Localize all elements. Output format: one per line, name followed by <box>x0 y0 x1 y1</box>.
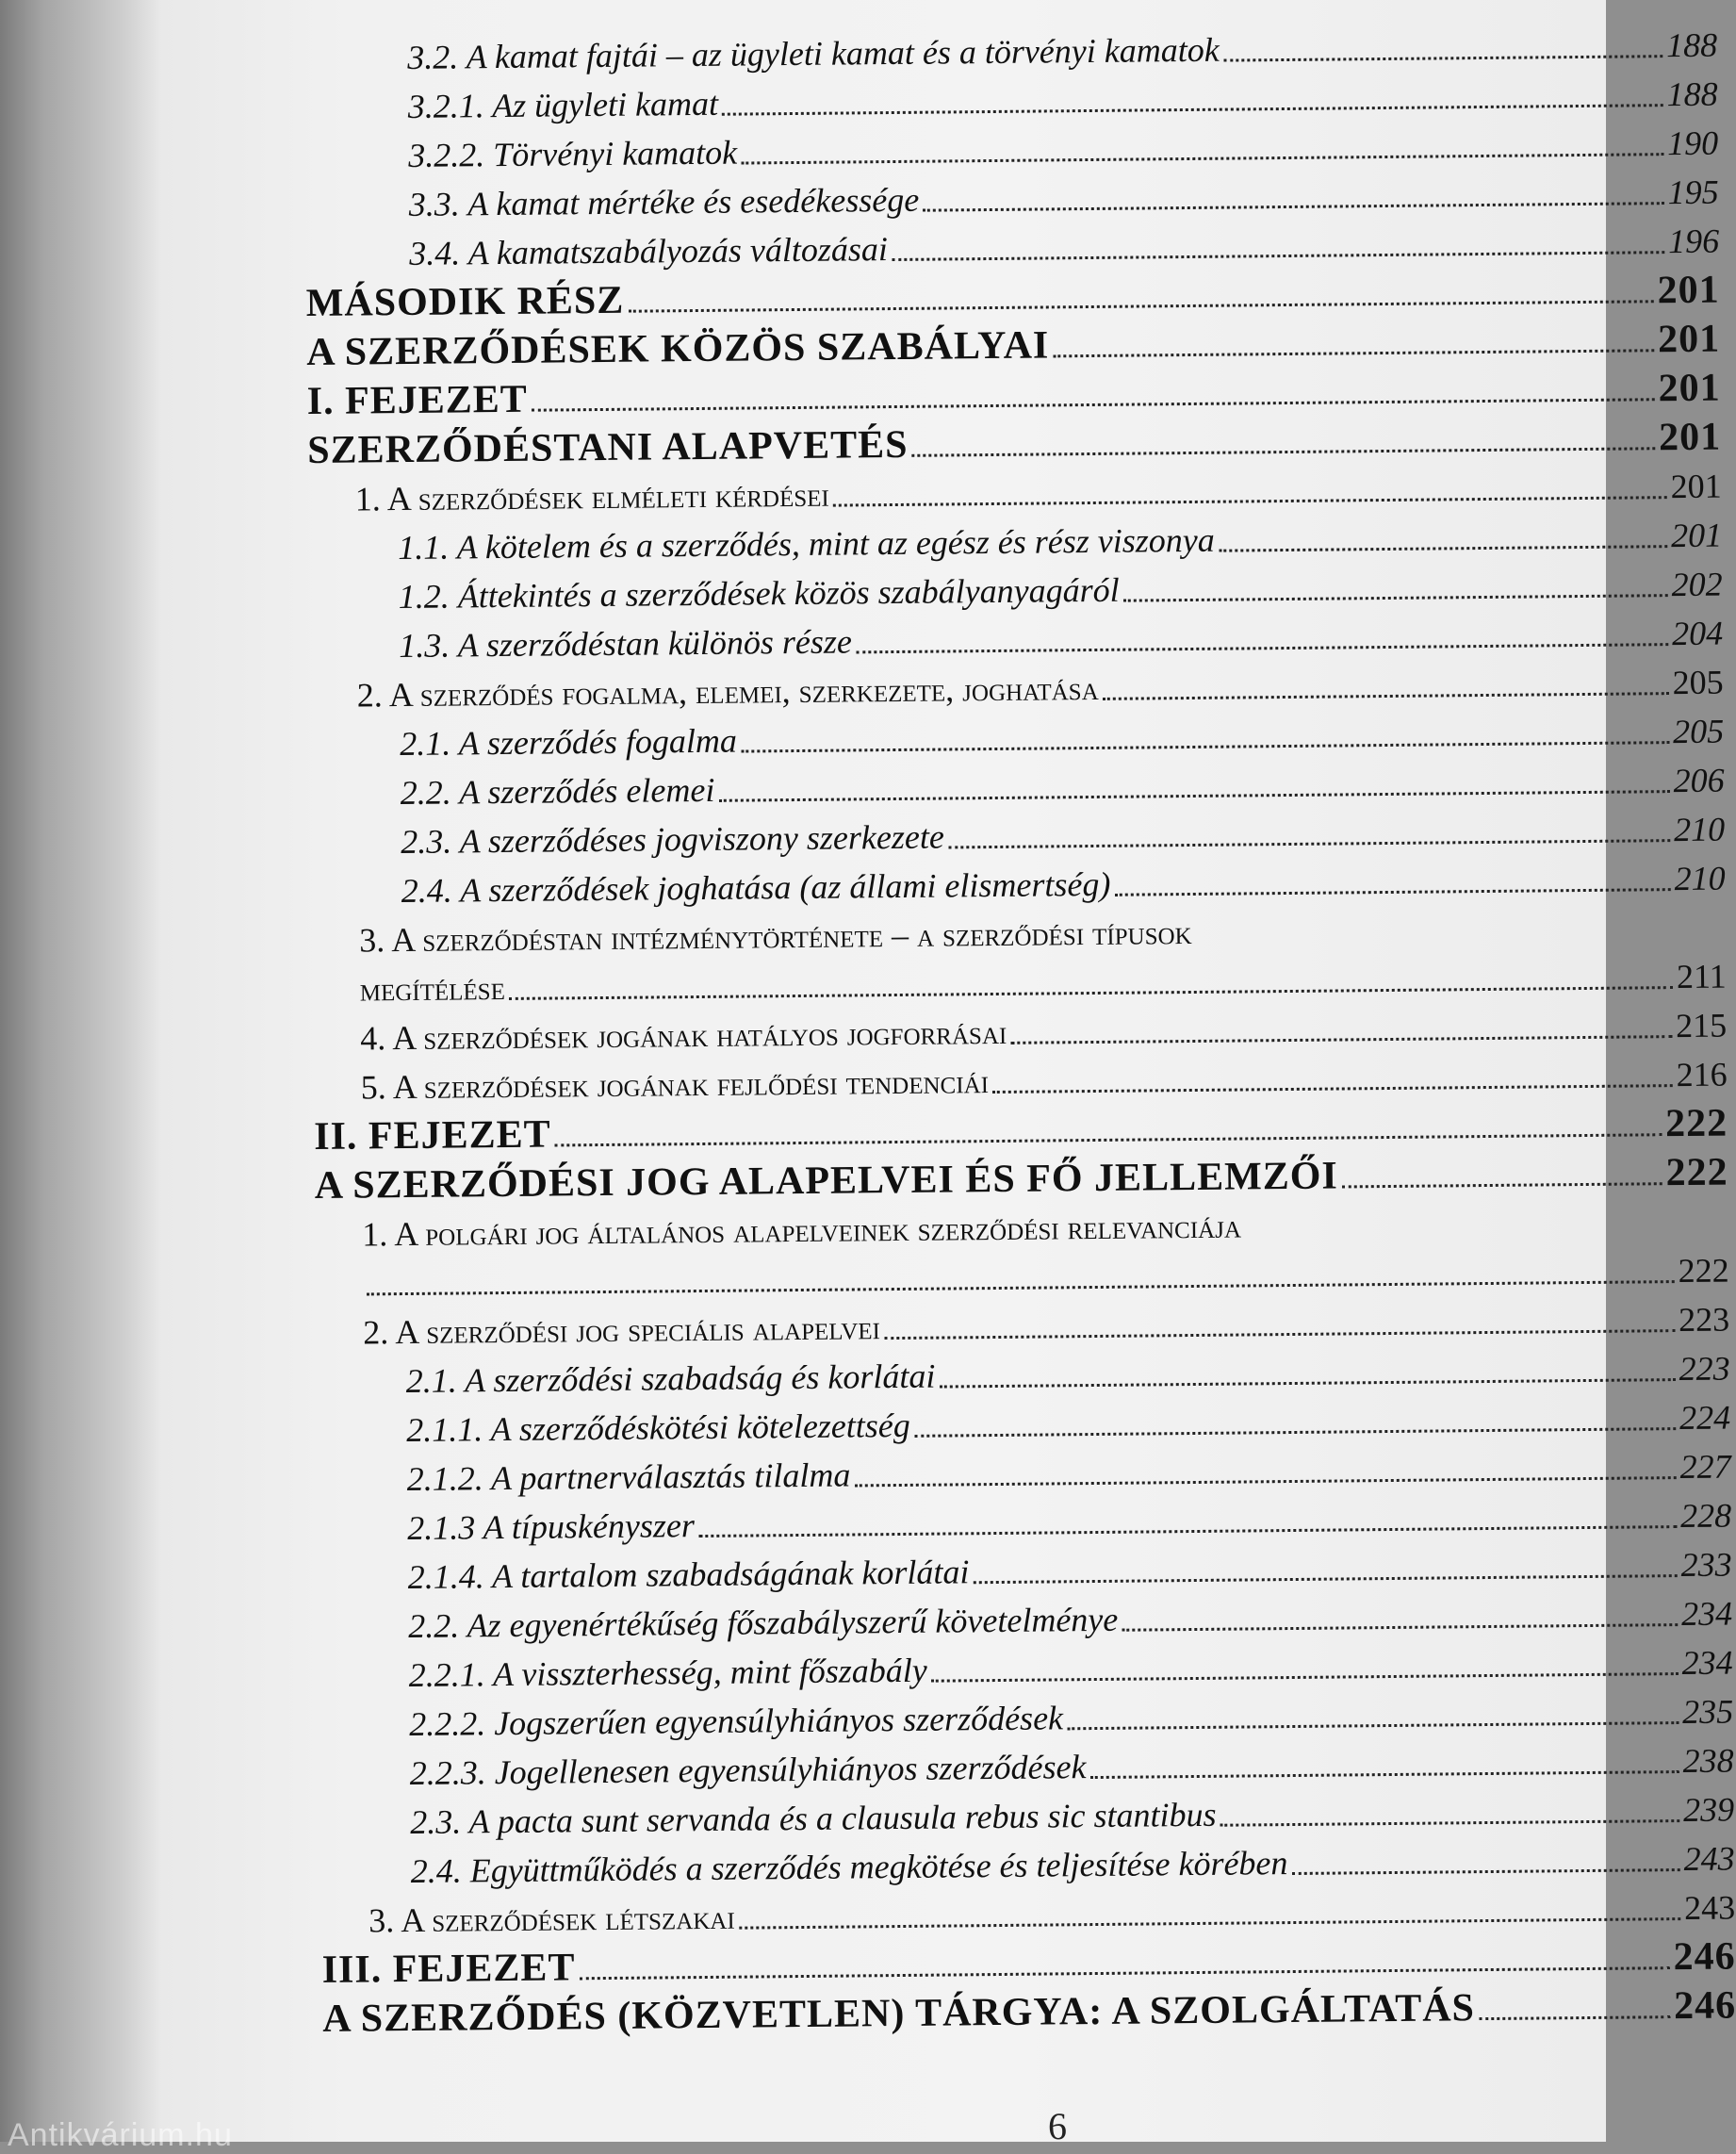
toc-entry-title: 3.4. A kamatszabályozás változásai <box>409 224 892 278</box>
toc-page-number: 246 <box>1670 1981 1736 2031</box>
toc-page-number: 233 <box>1677 1540 1731 1590</box>
toc-entry-title: 1.3. A szerződéstan különös része <box>399 617 856 670</box>
dot-leader <box>1220 1819 1679 1827</box>
toc-entry-title: SZERZŐDÉSTANI ALAPVETÉS <box>307 420 912 475</box>
toc-page-number: 205 <box>1668 658 1723 708</box>
toc-page-number: 222 <box>1674 1246 1728 1296</box>
dot-leader <box>719 790 1670 802</box>
toc-page-number: 201 <box>1655 413 1721 463</box>
toc-page-number: 234 <box>1678 1589 1732 1639</box>
toc-entry-title: 2.3. A szerződéses jogviszony szerkezete <box>401 812 948 866</box>
toc-page-number: 210 <box>1670 854 1725 904</box>
toc-page-number: 223 <box>1675 1295 1729 1345</box>
toc-page-number: 206 <box>1669 756 1724 806</box>
toc-page-number: 222 <box>1662 1099 1728 1149</box>
toc-entry-title: MÁSODIK RÉSZ <box>305 276 628 328</box>
dot-leader <box>992 1084 1673 1093</box>
toc-page-number: 201 <box>1653 266 1719 316</box>
toc-entry-title: 3.2.2. Törvényi kamatok <box>408 128 741 180</box>
toc-entry-title: 2.1.1. A szerződéskötési kötelezettség <box>406 1401 914 1455</box>
dot-leader <box>532 398 1655 411</box>
toc-page-number: 201 <box>1667 511 1722 561</box>
dot-leader <box>1053 349 1654 357</box>
dot-leader <box>741 153 1663 164</box>
toc-page-number: 215 <box>1672 1001 1727 1051</box>
dot-leader <box>884 1329 1675 1340</box>
dot-leader <box>1292 1868 1680 1875</box>
toc-entry-title: 1. A polgári jog általános alapelveinek szerződési relevanciája <box>362 1201 1245 1258</box>
dot-leader <box>1122 1623 1678 1632</box>
dot-leader <box>1115 888 1671 896</box>
toc-entry-title: 2.1. A szerződési szabadság és korlátai <box>405 1352 939 1406</box>
toc-entry-title: 2.4. A szerződések joghatása (az állami elismertség) <box>401 860 1114 915</box>
book-spine-shadow <box>0 0 124 2142</box>
dot-leader <box>856 643 1668 653</box>
toc-entry-title: 1.2. Áttekintés a szerződések közös szabályanyagáról <box>398 566 1122 621</box>
toc-entry-title: III. FEJEZET <box>321 1943 579 1995</box>
table-of-contents <box>303 21 1736 2044</box>
toc-page-number: 195 <box>1663 168 1718 218</box>
dot-leader <box>1090 1770 1679 1779</box>
watermark: Antikvárium.hu <box>8 2117 233 2154</box>
toc-entry-title: 2.2.2. Jogszerűen egyensúlyhiányos szerződések <box>409 1693 1067 1749</box>
toc-entry-title: A SZERZŐDÉS (KÖZVETLEN) TÁRGYA: A SZOLGÁLTATÁS <box>322 1983 1479 2044</box>
dot-leader <box>1219 545 1667 552</box>
dot-leader <box>367 1280 1675 1295</box>
dot-leader <box>741 741 1669 752</box>
toc-page-number: 246 <box>1669 1932 1735 1982</box>
toc-entry-title: megítélése <box>359 963 509 1014</box>
toc-page-number: 238 <box>1679 1736 1733 1786</box>
toc-page-number: 224 <box>1676 1393 1730 1443</box>
toc-entry-title: 3.2.1. Az ügyleti kamat <box>407 79 722 131</box>
toc-entry-title: 1.1. A kötelem és a szerződés, mint az egész és rész viszonya <box>398 516 1219 572</box>
toc-page-number: 201 <box>1654 315 1720 365</box>
toc-page-number: 216 <box>1672 1050 1727 1100</box>
dot-leader <box>923 202 1664 212</box>
dot-leader <box>509 986 1673 1000</box>
toc-entry-title: 2.4. Együttműködés a szerződés megkötése és teljesítése körében <box>410 1838 1291 1896</box>
dot-leader <box>948 839 1670 848</box>
dot-leader <box>940 1378 1676 1388</box>
toc-page-number: 210 <box>1670 805 1725 855</box>
toc-page-number: 228 <box>1677 1491 1731 1541</box>
dot-leader <box>833 496 1667 506</box>
dot-leader <box>722 104 1663 116</box>
dot-leader <box>1223 55 1662 61</box>
toc-page-number: 223 <box>1675 1344 1729 1394</box>
toc-page-number: 211 <box>1673 952 1727 1002</box>
toc-page-number: 204 <box>1668 609 1723 659</box>
dot-leader <box>580 1966 1670 1980</box>
toc-entry-title: 2.1. A szerződés fogalma <box>400 716 741 768</box>
toc-entry-title: 3. A szerződések létszakai <box>368 1893 739 1946</box>
toc-entry-title: 2.2.1. A visszterhesség, mint főszabály <box>408 1646 931 1700</box>
dot-leader <box>914 1427 1676 1438</box>
toc-entry-title: 2. A szerződési jog speciális alapelvei <box>363 1303 884 1357</box>
dot-leader <box>974 1574 1678 1584</box>
toc-page-number: 243 <box>1679 1834 1734 1884</box>
page-number: 6 <box>1048 2104 1067 2148</box>
dot-leader <box>1342 1182 1662 1188</box>
toc-page-number: 190 <box>1663 119 1718 169</box>
toc-entry-title: 3.2. A kamat fajtái – az ügyleti kamat és a törvényi kamatok <box>407 25 1223 82</box>
toc-page-number: 188 <box>1662 21 1717 71</box>
toc-page-number: 222 <box>1662 1148 1728 1198</box>
dot-leader <box>1103 692 1669 700</box>
dot-leader <box>698 1525 1677 1537</box>
toc-entry-title: 1. A szerződések elméleti kérdései <box>354 470 833 524</box>
toc-entry-title: 2.1.3 A típuskényszer <box>407 1501 698 1553</box>
toc-page-number: 196 <box>1664 217 1719 267</box>
toc-page-number: 234 <box>1678 1638 1732 1688</box>
dot-leader <box>739 1917 1680 1930</box>
toc-page-number: 188 <box>1662 70 1717 120</box>
toc-page-number: 201 <box>1666 462 1721 512</box>
toc-entry-title: A SZERZŐDÉSEK KÖZÖS SZABÁLYAI <box>306 321 1054 377</box>
dot-leader <box>629 300 1654 312</box>
dot-leader <box>1479 2015 1670 2020</box>
toc-entry-title: 4. A szerződések jogának hatályos jogforrásai <box>360 1008 1010 1063</box>
toc-page-number: 201 <box>1654 364 1720 414</box>
toc-entry-title: A SZERZŐDÉSI JOG ALAPELVEI ÉS FŐ JELLEMZŐI <box>314 1151 1342 1209</box>
toc-entry-title: II. FEJEZET <box>314 1110 555 1160</box>
dot-leader <box>1123 594 1668 602</box>
toc-page-number: 239 <box>1679 1785 1734 1835</box>
toc-entry-title: 3. A szerződéstan intézménytörténete – a szerződési típusok <box>359 908 1196 965</box>
toc-entry-title: 2.2. A szerződés elemei <box>400 765 718 817</box>
dot-leader <box>855 1476 1677 1487</box>
dot-leader <box>554 1133 1662 1146</box>
dot-leader <box>892 251 1664 261</box>
toc-entry-title: 2.1.4. A tartalom szabadságának korlátai <box>407 1547 973 1602</box>
book-page <box>124 0 1606 2142</box>
dot-leader <box>911 447 1655 457</box>
dot-leader <box>1010 1035 1672 1044</box>
toc-page-number: 205 <box>1669 707 1724 757</box>
toc-entry-title: 2. A szerződés fogalma, elemei, szerkezete, joghatása <box>356 664 1102 720</box>
toc-entry-title: 2.2.3. Jogellenesen egyensúlyhiányos szerződések <box>409 1742 1089 1798</box>
toc-page-number: 202 <box>1667 560 1722 610</box>
toc-entry-title: I. FEJEZET <box>306 375 532 426</box>
toc-entry-title: 3.3. A kamat mértéke és esedékessége <box>408 175 923 229</box>
toc-entry-title: 5. A szerződések jogának fejlődési tendenciái <box>360 1057 992 1111</box>
toc-entry-title: 2.2. Az egyenértékűség főszabályszerű követelménye <box>408 1595 1122 1651</box>
toc-page-number: 235 <box>1679 1687 1733 1737</box>
toc-page-number: 243 <box>1680 1883 1735 1933</box>
dot-leader <box>1067 1721 1679 1730</box>
toc-page-number: 227 <box>1676 1442 1730 1492</box>
dot-leader <box>931 1672 1679 1683</box>
toc-entry-title: 2.3. A pacta sunt servanda és a clausula rebus sic stantibus <box>410 1790 1220 1847</box>
toc-entry-title: 2.1.2. A partnerválasztás tilalma <box>406 1450 854 1504</box>
